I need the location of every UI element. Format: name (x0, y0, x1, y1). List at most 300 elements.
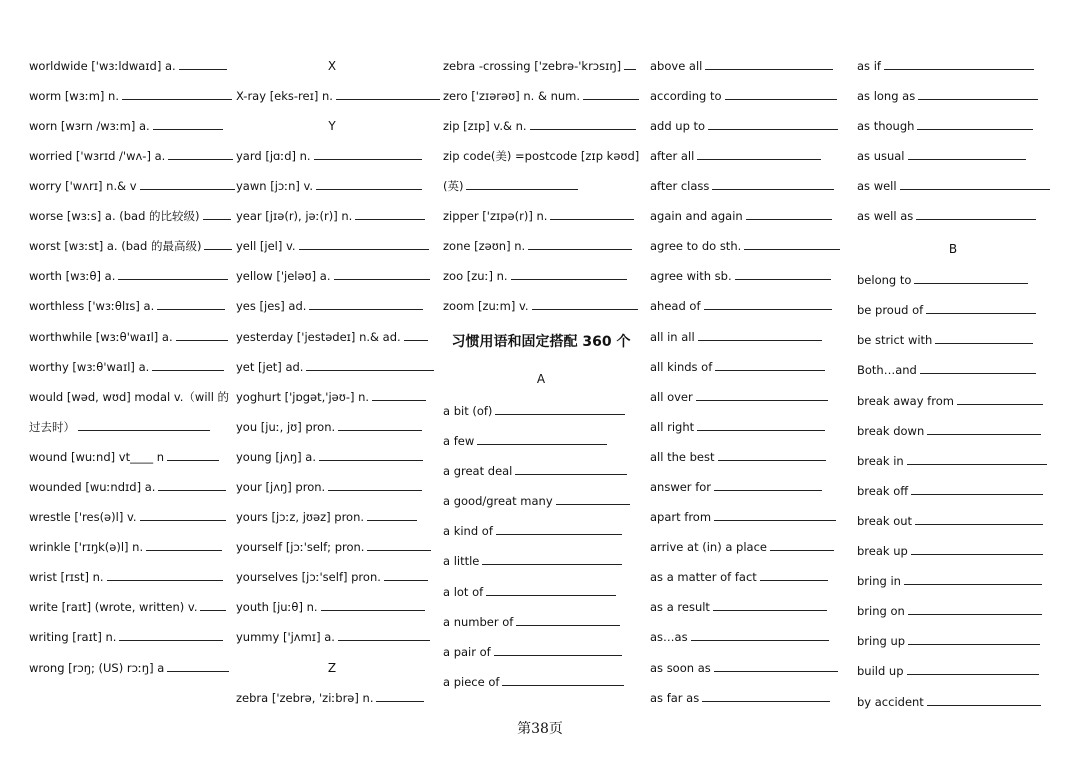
answer-blank[interactable] (168, 149, 233, 160)
answer-blank[interactable] (179, 59, 227, 70)
vocab-entry (857, 484, 1043, 498)
entry-text: a pair of (443, 645, 491, 659)
entry-text: zoo [zuː] n. (443, 269, 508, 283)
page-number: 第38页 (517, 721, 563, 737)
vocab-entry (650, 390, 828, 404)
vocab-entry (443, 149, 639, 163)
answer-blank[interactable] (915, 514, 1043, 525)
answer-blank[interactable] (338, 630, 430, 641)
answer-blank[interactable] (152, 360, 224, 371)
entry-text: 过去时） (29, 420, 75, 434)
vocab-entry (29, 179, 235, 193)
entry-text: wrist [rɪst] n. (29, 570, 104, 584)
entry-text: build up (857, 664, 904, 678)
answer-blank[interactable] (372, 390, 426, 401)
entry-text: zebra ['zebrə, 'ziːbrə] n. (236, 691, 374, 705)
answer-blank[interactable] (708, 119, 838, 130)
vocab-entry (650, 299, 832, 313)
letter-heading (236, 59, 428, 73)
vocab-entry (650, 89, 837, 103)
vocab-entry (857, 333, 1033, 347)
entry-text: worry ['wʌrɪ] n.& v (29, 179, 137, 193)
vocab-entry (29, 450, 219, 464)
vocab-entry (29, 540, 222, 554)
answer-blank[interactable] (704, 299, 832, 310)
vocab-entry (236, 89, 440, 103)
answer-blank[interactable] (914, 273, 1028, 284)
vocab-entry (650, 661, 838, 675)
answer-blank[interactable] (336, 89, 440, 100)
entry-text: yoghurt ['jɒgət,'jəʊ-] n. (236, 390, 370, 404)
vocab-entry (29, 59, 227, 73)
answer-blank[interactable] (698, 330, 822, 341)
entry-text: bring up (857, 634, 906, 648)
answer-blank[interactable] (624, 59, 636, 70)
letter-heading (857, 242, 1049, 256)
vocab-entry (236, 179, 422, 193)
answer-blank[interactable] (550, 209, 634, 220)
entry-text: worn [wɜrn /wɜːm] a. (29, 119, 150, 133)
entry-text: according to (650, 89, 722, 103)
answer-blank[interactable] (705, 59, 833, 70)
answer-blank[interactable] (917, 119, 1033, 130)
entry-text: after class (650, 179, 710, 193)
answer-blank[interactable] (355, 209, 425, 220)
entry-text: a few (443, 434, 475, 448)
answer-blank[interactable] (321, 600, 425, 611)
answer-blank[interactable] (884, 59, 1034, 70)
answer-blank[interactable] (712, 179, 834, 190)
entry-text: yours [jɔːz, jʊəz] pron. (236, 510, 365, 524)
answer-blank[interactable] (376, 691, 424, 702)
answer-blank[interactable] (477, 434, 607, 445)
answer-blank[interactable] (746, 209, 832, 220)
entry-text: as a result (650, 600, 710, 614)
vocab-entry (29, 209, 231, 223)
entry-text: be strict with (857, 333, 933, 347)
answer-blank[interactable] (725, 89, 837, 100)
answer-blank[interactable] (299, 239, 429, 250)
entry-text: break off (857, 484, 909, 498)
entry-text: write [raɪt] (wrote, written) v. (29, 600, 198, 614)
vocab-entry (650, 269, 831, 283)
vocab-entry (857, 394, 1043, 408)
vocab-entry (29, 119, 223, 133)
answer-blank[interactable] (528, 239, 632, 250)
answer-blank[interactable] (691, 630, 829, 641)
vocab-entry (236, 330, 428, 344)
letter-heading (443, 372, 639, 386)
vocab-entry (857, 59, 1034, 73)
entry-text: worse [wɜːs] a. (bad 的比较级) (29, 209, 200, 223)
entry-text: break away from (857, 394, 954, 408)
answer-blank[interactable] (556, 494, 630, 505)
entry-text: as long as (857, 89, 916, 103)
vocab-entry (650, 570, 828, 584)
entry-text: answer for (650, 480, 712, 494)
entry-text: zebra -crossing ['zebrə-'krɔsɪŋ] (443, 59, 622, 73)
vocab-entry (443, 615, 620, 629)
letter-heading (236, 119, 428, 133)
vocab-entry (857, 634, 1040, 648)
entry-text: add up to (650, 119, 706, 133)
answer-blank[interactable] (583, 89, 639, 100)
vocab-entry (857, 544, 1043, 558)
entry-text: X-ray [eks-reɪ] n. (236, 89, 333, 103)
vocab-entry (857, 363, 1036, 377)
entry-text: as if (857, 59, 881, 73)
vocab-entry (650, 630, 829, 644)
vocab-entry (29, 390, 229, 404)
answer-blank[interactable] (911, 544, 1043, 555)
answer-blank[interactable] (486, 585, 616, 596)
vocab-entry (29, 661, 229, 675)
vocab-entry (650, 59, 833, 73)
entry-text: as though (857, 119, 915, 133)
vocab-entry (857, 89, 1038, 103)
entry-text: above all (650, 59, 703, 73)
answer-blank[interactable] (153, 119, 223, 130)
entry-text: a bit (of) (443, 404, 493, 418)
answer-blank[interactable] (119, 630, 223, 641)
entry-text: zip code(美) =postcode [zɪp kəʊd] (443, 149, 640, 163)
answer-blank[interactable] (713, 600, 827, 611)
vocab-entry (443, 494, 630, 508)
vocab-entry (29, 360, 224, 374)
answer-blank[interactable] (367, 540, 431, 551)
heading-text: 习惯用语和固定搭配 360 个 (451, 334, 631, 350)
entry-text: Both…and (857, 363, 917, 377)
vocab-entry (443, 119, 636, 133)
vocab-entry (236, 149, 422, 163)
entry-text: zip [zɪp] v.& n. (443, 119, 527, 133)
entry-text: zipper ['zɪpə(r)] n. (443, 209, 548, 223)
vocab-entry (443, 675, 624, 689)
entry-text: zoom [zuːm] v. (443, 299, 529, 313)
answer-blank[interactable] (904, 574, 1042, 585)
answer-blank[interactable] (367, 510, 417, 521)
answer-blank[interactable] (107, 570, 223, 581)
entry-text: yes [jes] ad. (236, 299, 307, 313)
answer-blank[interactable] (530, 119, 636, 130)
vocab-entry (650, 510, 836, 524)
entry-text: a kind of (443, 524, 493, 538)
vocab-entry (443, 434, 607, 448)
entry-text: as well (857, 179, 897, 193)
answer-blank[interactable] (118, 269, 228, 280)
vocab-entry (650, 149, 821, 163)
entry-text: worthless ['wɜːθlɪs] a. (29, 299, 155, 313)
vocab-entry (857, 454, 1047, 468)
entry-text: all kinds of (650, 360, 713, 374)
vocab-entry (443, 524, 622, 538)
vocab-entry (443, 239, 632, 253)
answer-blank[interactable] (715, 360, 825, 371)
vocab-entry (443, 585, 616, 599)
entry-text: a piece of (443, 675, 500, 689)
entry-text: break down (857, 424, 925, 438)
answer-blank[interactable] (167, 450, 219, 461)
answer-blank[interactable] (482, 554, 622, 565)
entry-text: yet [jet] ad. (236, 360, 304, 374)
vocab-entry (650, 540, 834, 554)
answer-blank[interactable] (900, 179, 1050, 190)
heading-text: A (536, 372, 546, 386)
vocab-entry (857, 303, 1036, 317)
entry-text: worth [wɜːθ] a. (29, 269, 116, 283)
entry-text: worldwide ['wɜːldwaɪd] a. (29, 59, 176, 73)
entry-text: as soon as (650, 661, 711, 675)
vocab-entry (236, 299, 423, 313)
answer-blank[interactable] (516, 615, 620, 626)
vocab-entry (650, 480, 822, 494)
entry-text: wrinkle ['rɪŋk(ə)l] n. (29, 540, 144, 554)
entry-text: agree to do sth. (650, 239, 742, 253)
entry-text: wound [wuːnd] vt____ n (29, 450, 165, 464)
entry-text: a lot of (443, 585, 484, 599)
answer-blank[interactable] (908, 634, 1040, 645)
entry-text: as…as (650, 630, 688, 644)
vocab-entry (29, 149, 233, 163)
vocab-entry (236, 420, 422, 434)
answer-blank[interactable] (309, 299, 423, 310)
vocab-entry (29, 330, 228, 344)
vocab-entry (29, 420, 210, 434)
entry-text: year [jɪə(r), jəː(r)] n. (236, 209, 353, 223)
vocab-entry (443, 59, 636, 73)
answer-blank[interactable] (744, 239, 840, 250)
entry-text: (英) (443, 179, 464, 193)
answer-blank[interactable] (916, 209, 1036, 220)
answer-blank[interactable] (78, 420, 210, 431)
vocab-entry (857, 209, 1036, 223)
answer-blank[interactable] (319, 450, 423, 461)
answer-blank[interactable] (908, 149, 1026, 160)
answer-blank[interactable] (515, 464, 627, 475)
vocab-entry (443, 209, 634, 223)
entry-text: bring on (857, 604, 905, 618)
answer-blank[interactable] (760, 570, 828, 581)
entry-text: yourselves [jɔː'self] pron. (236, 570, 381, 584)
entry-text: youth [juːθ] n. (236, 600, 318, 614)
entry-text: would [wəd, wʊd] modal v.（will 的 (29, 390, 230, 404)
vocab-entry (857, 664, 1039, 678)
answer-blank[interactable] (908, 604, 1042, 615)
vocab-entry (236, 360, 434, 374)
heading-text: B (948, 242, 958, 256)
answer-blank[interactable] (718, 450, 826, 461)
answer-blank[interactable] (495, 404, 625, 415)
entry-text: zero ['zɪərəʊ] n. & num. (443, 89, 581, 103)
entry-text: worthwhile [wɜːθ'waɪl] a. (29, 330, 173, 344)
answer-blank[interactable] (697, 420, 825, 431)
entry-text: break up (857, 544, 908, 558)
answer-blank[interactable] (203, 209, 231, 220)
answer-blank[interactable] (384, 570, 428, 581)
answer-blank[interactable] (714, 480, 822, 491)
vocab-entry (443, 89, 639, 103)
answer-blank[interactable] (338, 420, 422, 431)
vocab-entry (650, 691, 830, 705)
answer-blank[interactable] (167, 661, 229, 672)
heading-text: Z (327, 661, 337, 675)
entry-text: a little (443, 554, 480, 568)
vocab-entry (236, 691, 424, 705)
vocab-entry (443, 404, 625, 418)
vocab-entry (443, 645, 622, 659)
entry-text: as well as (857, 209, 914, 223)
vocab-entry (236, 269, 430, 283)
answer-blank[interactable] (466, 179, 578, 190)
vocab-entry (857, 424, 1041, 438)
entry-text: worthy [wɜːθ'waɪl] a. (29, 360, 150, 374)
entry-text: as usual (857, 149, 905, 163)
entry-text: worried ['wɜrɪd /'wʌ-] a. (29, 149, 166, 163)
vocab-entry (236, 570, 428, 584)
answer-blank[interactable] (697, 149, 821, 160)
entry-text: arrive at (in) a place (650, 540, 767, 554)
answer-blank[interactable] (532, 299, 638, 310)
vocab-entry (650, 119, 838, 133)
vocab-entry (650, 600, 827, 614)
answer-blank[interactable] (957, 394, 1043, 405)
entry-text: break out (857, 514, 913, 528)
answer-blank[interactable] (935, 333, 1033, 344)
vocab-entry (857, 695, 1041, 709)
answer-blank[interactable] (334, 269, 430, 280)
answer-blank[interactable] (735, 269, 831, 280)
entry-text: worm [wɜːm] n. (29, 89, 119, 103)
answer-blank[interactable] (404, 330, 428, 341)
vocab-entry (857, 273, 1028, 287)
entry-text: you [juː, jʊ] pron. (236, 420, 336, 434)
vocab-entry (29, 299, 225, 313)
answer-blank[interactable] (927, 695, 1041, 706)
answer-blank[interactable] (918, 89, 1038, 100)
vocab-entry (650, 450, 826, 464)
vocab-entry (236, 209, 425, 223)
vocab-entry (650, 239, 840, 253)
answer-blank[interactable] (314, 149, 422, 160)
letter-heading (236, 661, 428, 675)
entry-text: worst [wɜːst] a. (bad 的最高级) (29, 239, 202, 253)
entry-text: agree with sb. (650, 269, 732, 283)
answer-blank[interactable] (176, 330, 228, 341)
entry-text: all right (650, 420, 695, 434)
entry-text: zone [zəʊn] n. (443, 239, 526, 253)
vocab-entry (29, 510, 226, 524)
vocab-entry (443, 554, 622, 568)
answer-blank[interactable] (927, 424, 1041, 435)
entry-text: a great deal (443, 464, 513, 478)
entry-text: wrestle ['res(ə)l] v. (29, 510, 137, 524)
answer-blank[interactable] (714, 510, 836, 521)
answer-blank[interactable] (306, 360, 434, 371)
vocab-entry (650, 420, 825, 434)
answer-blank[interactable] (511, 269, 627, 280)
entry-text: ahead of (650, 299, 701, 313)
vocab-entry (29, 269, 228, 283)
answer-blank[interactable] (200, 600, 226, 611)
entry-text: bring in (857, 574, 901, 588)
vocab-entry (236, 480, 422, 494)
vocab-entry (857, 574, 1042, 588)
entry-text: wounded [wuːndɪd] a. (29, 480, 156, 494)
entry-text: writing [raɪt] n. (29, 630, 117, 644)
answer-blank[interactable] (146, 540, 222, 551)
vocab-entry (29, 600, 226, 614)
answer-blank[interactable] (696, 390, 828, 401)
vocab-entry (236, 600, 425, 614)
entry-text: yesterday ['jestədeɪ] n.& ad. (236, 330, 401, 344)
vocab-entry (443, 179, 578, 193)
vocab-entry (443, 269, 627, 283)
entry-text: yummy ['jʌmɪ] a. (236, 630, 335, 644)
entry-text: all over (650, 390, 693, 404)
answer-blank[interactable] (140, 179, 235, 190)
entry-text: all the best (650, 450, 715, 464)
vocab-entry (29, 239, 232, 253)
vocab-entry (29, 570, 223, 584)
vocab-entry (29, 89, 232, 103)
vocab-entry (857, 149, 1026, 163)
answer-blank[interactable] (316, 179, 422, 190)
section-title (443, 334, 639, 350)
entry-text: young [jʌŋ] a. (236, 450, 316, 464)
answer-blank[interactable] (140, 510, 226, 521)
answer-blank[interactable] (714, 661, 838, 672)
entry-text: your [jʌŋ] pron. (236, 480, 326, 494)
vocab-entry (650, 330, 822, 344)
answer-blank[interactable] (907, 454, 1047, 465)
entry-text: all in all (650, 330, 695, 344)
entry-text: apart from (650, 510, 712, 524)
answer-blank[interactable] (907, 664, 1039, 675)
vocab-entry (857, 119, 1033, 133)
vocab-entry (236, 630, 430, 644)
answer-blank[interactable] (204, 239, 232, 250)
answer-blank[interactable] (158, 480, 226, 491)
vocab-entry (236, 390, 426, 404)
answer-blank[interactable] (911, 484, 1043, 495)
vocab-entry (650, 360, 825, 374)
entry-text: after all (650, 149, 695, 163)
answer-blank[interactable] (328, 480, 422, 491)
answer-blank[interactable] (770, 540, 834, 551)
answer-blank[interactable] (496, 524, 622, 535)
answer-blank[interactable] (926, 303, 1036, 314)
heading-text: X (327, 59, 337, 73)
vocab-entry (236, 540, 431, 554)
entry-text: a number of (443, 615, 514, 629)
answer-blank[interactable] (702, 691, 830, 702)
entry-text: yawn [jɔːn] v. (236, 179, 314, 193)
entry-text: be proud of (857, 303, 924, 317)
entry-text: wrong [rɔŋ; (US) rɔːŋ] a (29, 661, 165, 675)
entry-text: as a matter of fact (650, 570, 757, 584)
entry-text: by accident (857, 695, 924, 709)
answer-blank[interactable] (920, 363, 1036, 374)
answer-blank[interactable] (157, 299, 225, 310)
answer-blank[interactable] (494, 645, 622, 656)
vocab-entry (857, 604, 1042, 618)
entry-text: yell [jel] v. (236, 239, 296, 253)
answer-blank[interactable] (502, 675, 624, 686)
entry-text: yard [jɑːd] n. (236, 149, 311, 163)
vocab-entry (857, 179, 1050, 193)
answer-blank[interactable] (122, 89, 232, 100)
entry-text: break in (857, 454, 904, 468)
